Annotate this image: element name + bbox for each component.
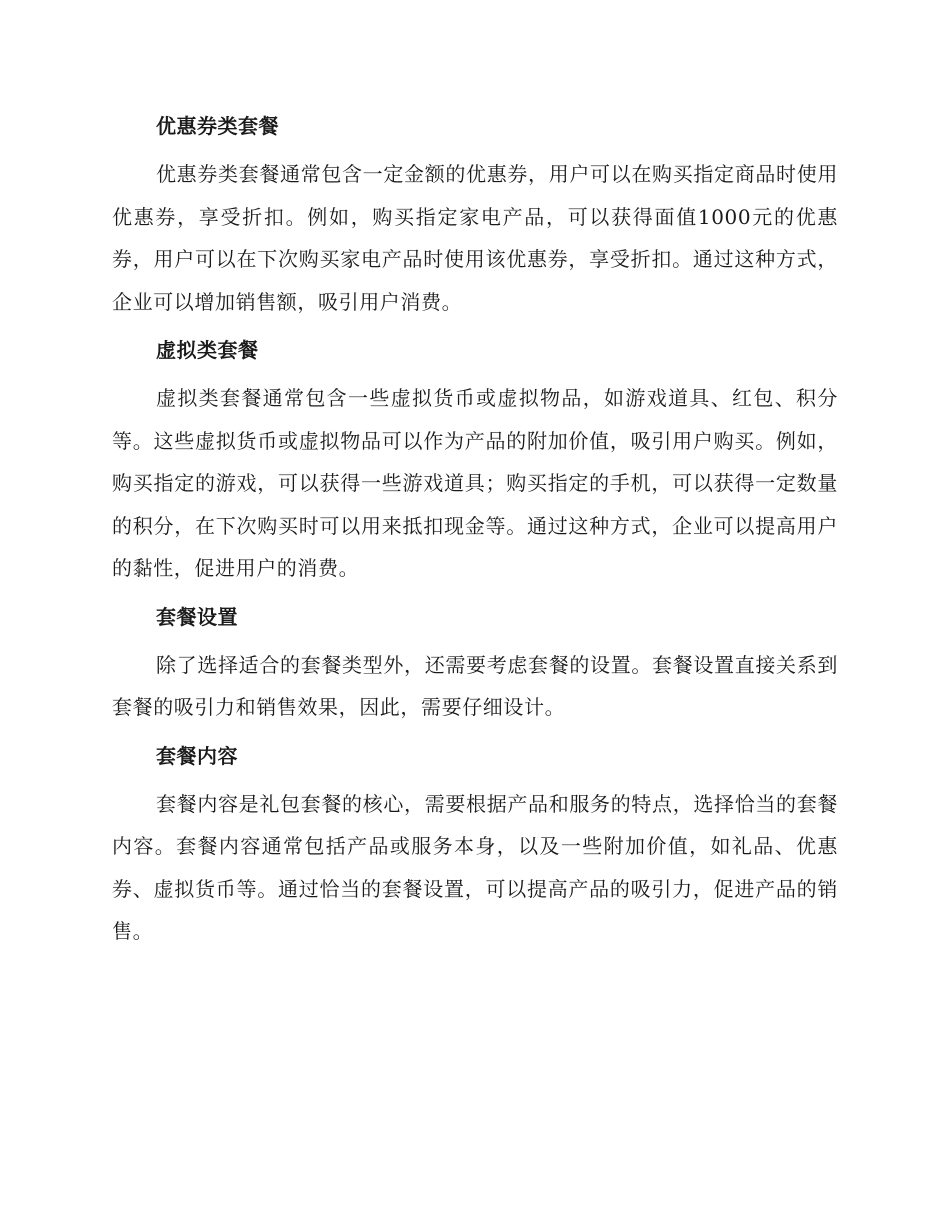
section-heading: 套餐设置 bbox=[156, 604, 238, 629]
section-paragraph: 除了选择适合的套餐类型外，还需要考虑套餐的设置。套餐设置直接关系到套餐的吸引力和销售效果，因此，需要仔细设计。 bbox=[112, 652, 838, 719]
section-package-content bbox=[112, 738, 838, 953]
section-heading: 虚拟类套餐 bbox=[156, 338, 259, 362]
section-package-settings bbox=[112, 599, 838, 729]
section-paragraph: 套餐内容是礼包套餐的核心，需要根据产品和服务的特点，选择恰当的套餐内容。套餐内容通常包括产品或服务本身，以及一些附加价值，如礼品、优惠券、虚拟货币等。通过恰当的套餐设置，可以提高产品的吸引力，促进产品的销售。 bbox=[112, 791, 838, 943]
section-paragraph: 优惠券类套餐通常包含一定金额的优惠券，用户可以在购买指定商品时使用优惠券，享受折扣。例如，购买指定家电产品，可以获得面值1000元的优惠券，用户可以在下次购买家电产品时使用该优惠券，享受折扣。通过这种方式，企业可以增加销售额，吸引用户消费。 bbox=[112, 162, 838, 314]
document-page bbox=[112, 108, 838, 962]
section-heading: 优惠券类套餐 bbox=[156, 114, 279, 138]
section-heading: 套餐内容 bbox=[156, 743, 238, 768]
section-paragraph: 虚拟类套餐通常包含一些虚拟货币或虚拟物品，如游戏道具、红包、积分等。这些虚拟货币或虚拟物品可以作为产品的附加价值，吸引用户购买。例如，购买指定的游戏，可以获得一些游戏道具；购买指定的手机，可以获得一定数量的积分，在下次购买时可以用来抵扣现金等。通过这种方式，企业可以提高用户的黏性，促进用户的消费。 bbox=[112, 386, 838, 580]
section-virtual-package bbox=[112, 332, 838, 590]
section-coupon-package bbox=[112, 108, 838, 323]
